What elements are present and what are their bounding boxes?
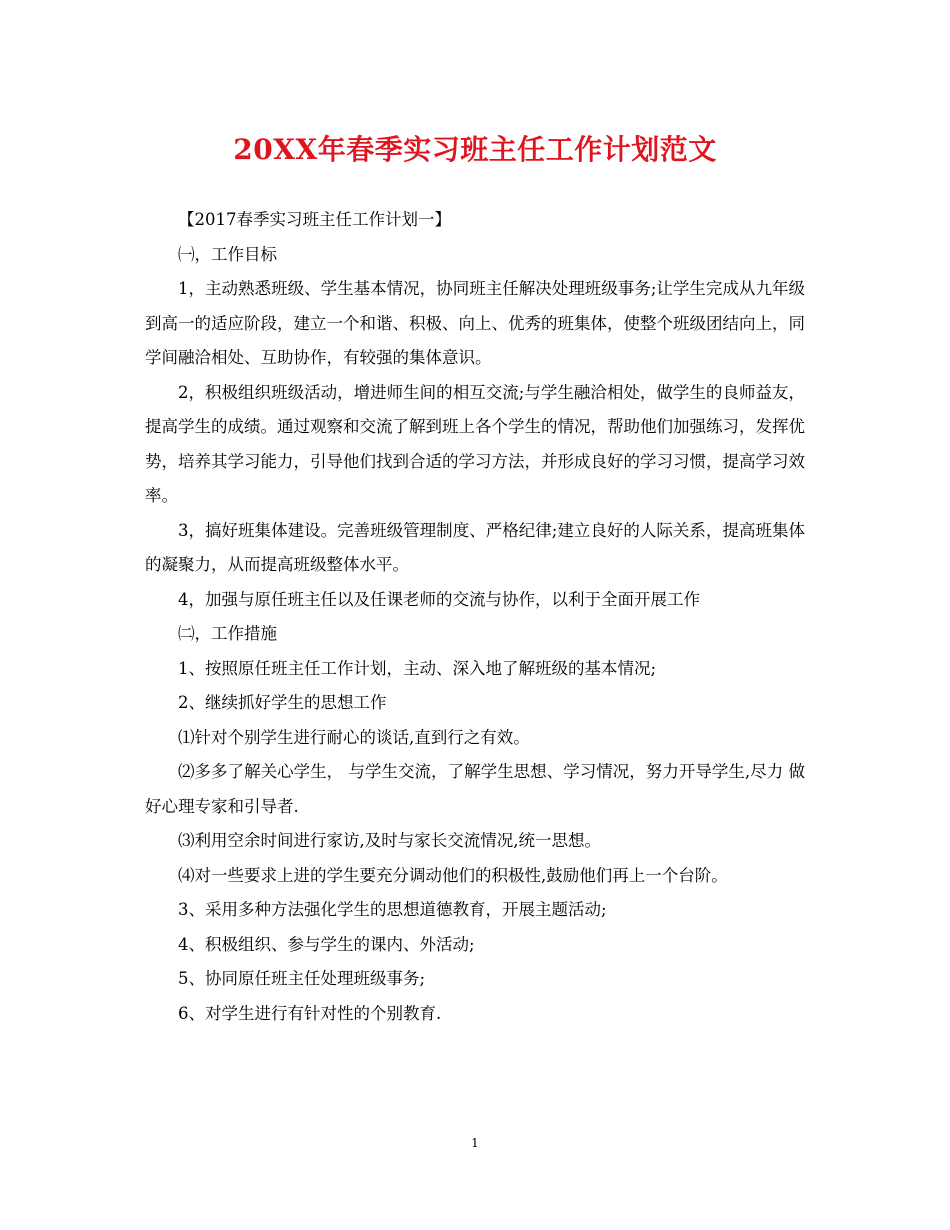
paragraph-goal-3: 3，搞好班集体建设。完善班级管理制度、严格纪律;建立良好的人际关系，提高班集体的凝聚力，从而提高班级整体水平。 <box>145 520 805 574</box>
paragraph-goal-4: 4，加强与原任班主任以及任课老师的交流与协作，以利于全面开展工作 <box>178 589 700 609</box>
document-body <box>145 203 805 1031</box>
section-heading-plan-one: 【2017春季实习班主任工作计划一】 <box>178 210 451 229</box>
paragraph-measure-1: 1、按照原任班主任工作计划，主动、深入地了解班级的基本情况; <box>178 658 657 678</box>
section-heading-measures: ㈡，工作措施 <box>178 624 277 643</box>
page-number: 1 <box>471 1136 479 1150</box>
paragraph-measure-2-item-3: ⑶利用空余时间进行家访,及时与家长交流情况,统一思想。 <box>178 831 601 850</box>
paragraph-measure-3: 3、采用多种方法强化学生的思想道德教育，开展主题活动; <box>178 900 607 919</box>
paragraph-goal-1: 1，主动熟悉班级、学生基本情况，协同班主任解决处理班级事务;让学生完成从九年级到高一的适应阶段，建立一个和谐、积极、向上、优秀的班集体，使整个班级团结向上，同学间融洽相处、互助协作，有较强的集体意识。 <box>145 279 805 367</box>
paragraph-measure-2: 2、继续抓好学生的思想工作 <box>178 693 387 712</box>
document-title: 20XX年春季实习班主任工作计划范文 <box>233 133 717 166</box>
paragraph-measure-2-item-1: ⑴针对个别学生进行耐心的谈话,直到行之有效。 <box>178 727 530 747</box>
paragraph-measure-2-item-4: ⑷对一些要求上进的学生要充分调动他们的积极性,鼓励他们再上一个台阶。 <box>178 865 728 885</box>
paragraph-measure-5: 5、协同原任班主任处理班级事务; <box>178 969 426 988</box>
paragraph-measure-6: 6、对学生进行有针对性的个别教育. <box>178 1003 442 1023</box>
section-heading-goals: ㈠，工作目标 <box>178 244 277 264</box>
paragraph-measure-4: 4、积极组织、参与学生的课内、外活动; <box>178 934 475 954</box>
paragraph-measure-2-item-2: ⑵多多了解关心学生， 与学生交流，了解学生思想、学习情况，努力开导学生,尽力 做好心理专家和引导者. <box>145 762 805 816</box>
paragraph-goal-2: 2，积极组织班级活动，增进师生间的相互交流;与学生融洽相处，做学生的良师益友，提高学生的成绩。通过观察和交流了解到班上各个学生的情况，帮助他们加强练习，发挥优势，培养其学习能力，引导他们找到合适的学习方法，并形成良好的学习习惯，提高学习效率。 <box>145 382 805 505</box>
